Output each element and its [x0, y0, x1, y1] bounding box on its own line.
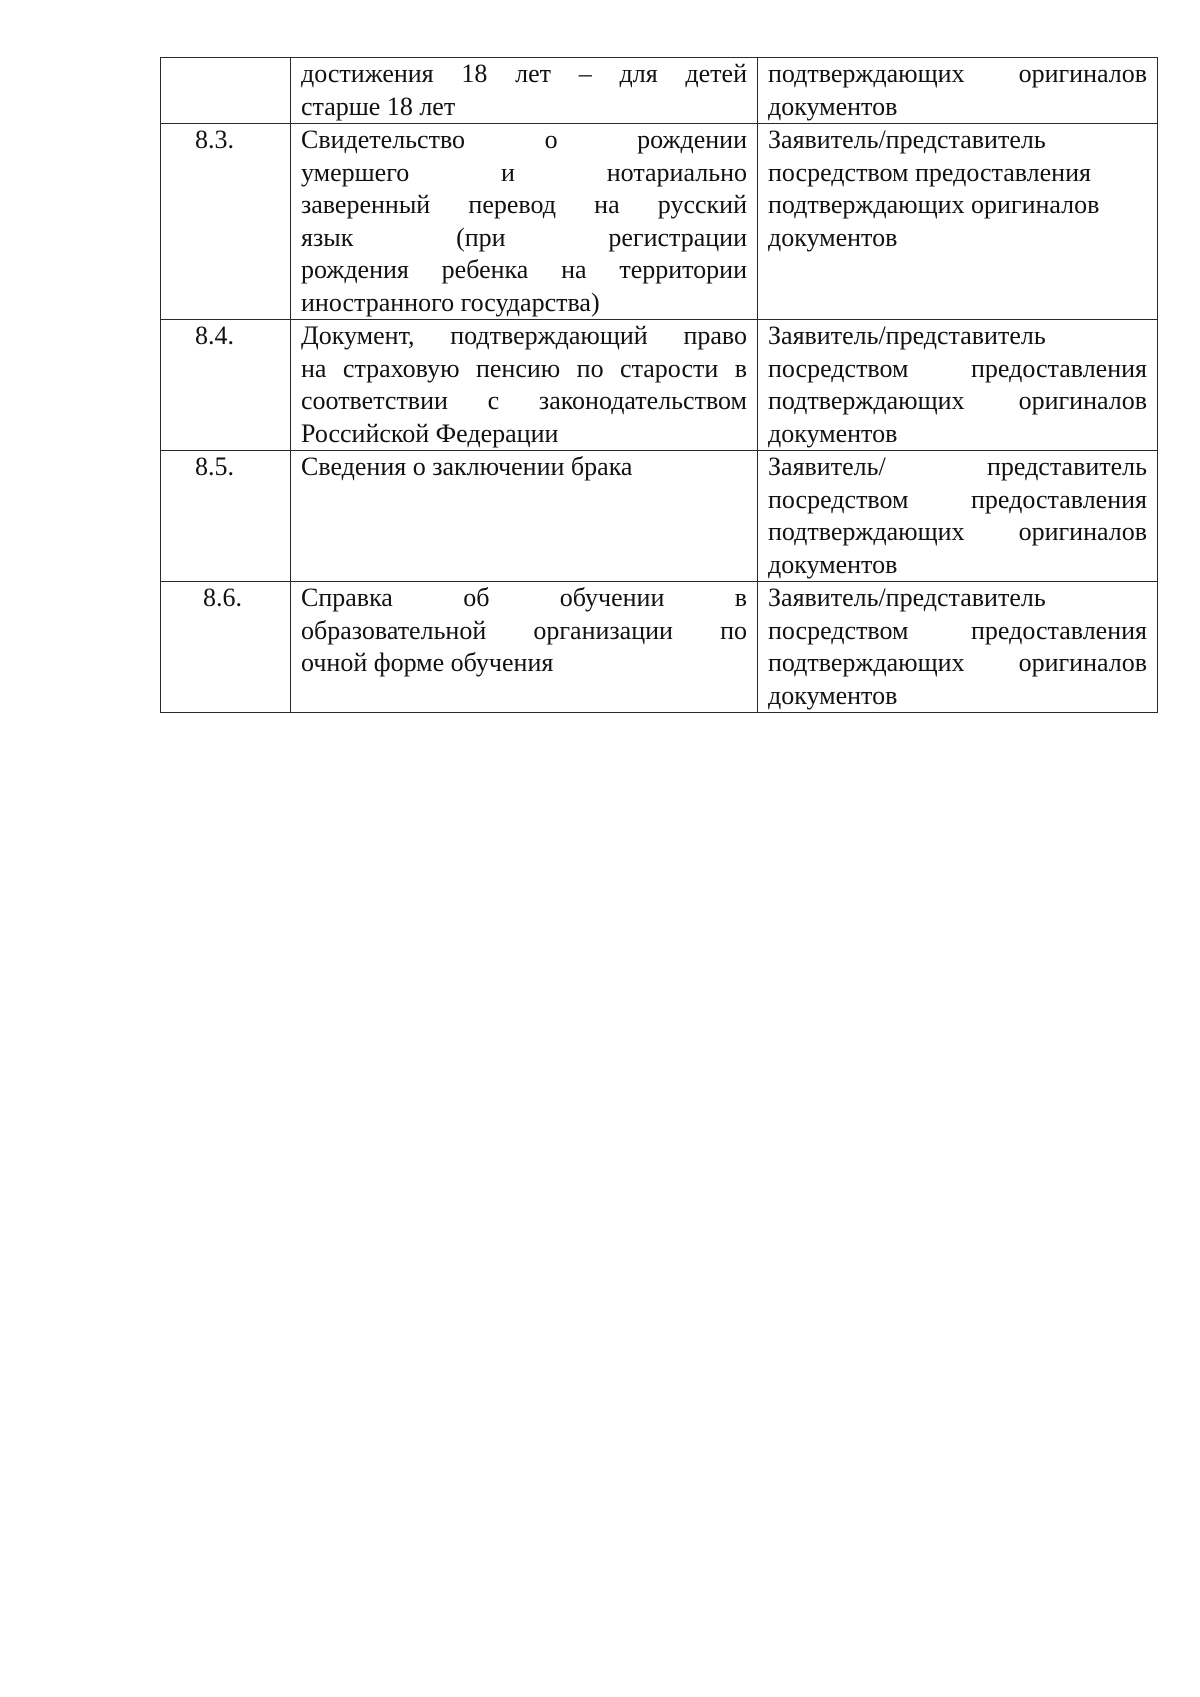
row-number-cell — [161, 58, 291, 124]
method-cell — [758, 58, 1158, 124]
method-line: подтверждающих оригиналов — [768, 59, 1147, 88]
method-line: подтверждающих оригиналов — [768, 517, 1147, 546]
method-line: Заявитель/представитель — [768, 583, 1046, 612]
documents-table — [160, 57, 1158, 713]
document-line: Документ, подтверждающий право — [301, 321, 747, 350]
table-row — [161, 124, 1158, 320]
method-line: посредством предоставления — [768, 353, 1147, 383]
method-line: документов — [768, 549, 898, 579]
document-cell — [291, 124, 758, 320]
document-line: иностранного государства) — [301, 287, 600, 317]
method-line: подтверждающих оригиналов — [768, 386, 1147, 415]
table-row — [161, 58, 1158, 124]
method-line: посредством предоставления — [768, 615, 1147, 645]
table-row — [161, 320, 1158, 451]
document-cell — [291, 58, 758, 124]
method-cell — [758, 124, 1158, 320]
row-number: 8.6. — [203, 583, 242, 612]
method-cell — [758, 320, 1158, 451]
method-line: Заявитель/ представитель — [768, 452, 1147, 481]
method-line: подтверждающих оригиналов — [768, 648, 1147, 677]
method-line: посредством предоставления — [768, 157, 1091, 187]
document-cell — [291, 451, 758, 582]
document-line: Сведения о заключении брака — [301, 452, 633, 481]
row-number-cell — [161, 320, 291, 451]
document-cell — [291, 320, 758, 451]
row-number-cell — [161, 582, 291, 713]
method-cell — [758, 451, 1158, 582]
method-line: документов — [768, 680, 898, 710]
document-line: умершего и нотариально — [301, 157, 747, 187]
method-line: Заявитель/представитель — [768, 321, 1046, 350]
method-line: документов — [768, 222, 898, 252]
row-number: 8.3. — [195, 125, 234, 154]
method-line: посредством предоставления — [768, 484, 1147, 514]
document-line: очной форме обучения — [301, 648, 554, 677]
row-number-cell — [161, 451, 291, 582]
method-cell — [758, 582, 1158, 713]
document-line: соответствии с законодательством — [301, 386, 747, 415]
table-row — [161, 451, 1158, 582]
document-line: Российской Федерации — [301, 418, 559, 448]
row-number: 8.5. — [195, 452, 234, 481]
document-line: Свидетельство о рождении — [301, 125, 747, 154]
document-line: старше 18 лет — [301, 91, 456, 121]
method-line: подтверждающих оригиналов — [768, 190, 1100, 219]
document-line: образовательной организации по — [301, 615, 747, 645]
method-line: документов — [768, 91, 898, 121]
document-line: рождения ребенка на территории — [301, 255, 747, 284]
row-number: 8.4. — [195, 321, 234, 350]
document-cell — [291, 582, 758, 713]
document-line: заверенный перевод на русский — [301, 190, 747, 219]
document-line: Справка об обучении в — [301, 583, 747, 612]
document-line: язык (при регистрации — [301, 222, 747, 252]
document-line: на страховую пенсию по старости в — [301, 353, 747, 383]
table-row — [161, 582, 1158, 713]
document-line: достижения 18 лет – для детей — [301, 59, 747, 88]
method-line: Заявитель/представитель — [768, 125, 1046, 154]
method-line: документов — [768, 418, 898, 448]
row-number-cell — [161, 124, 291, 320]
